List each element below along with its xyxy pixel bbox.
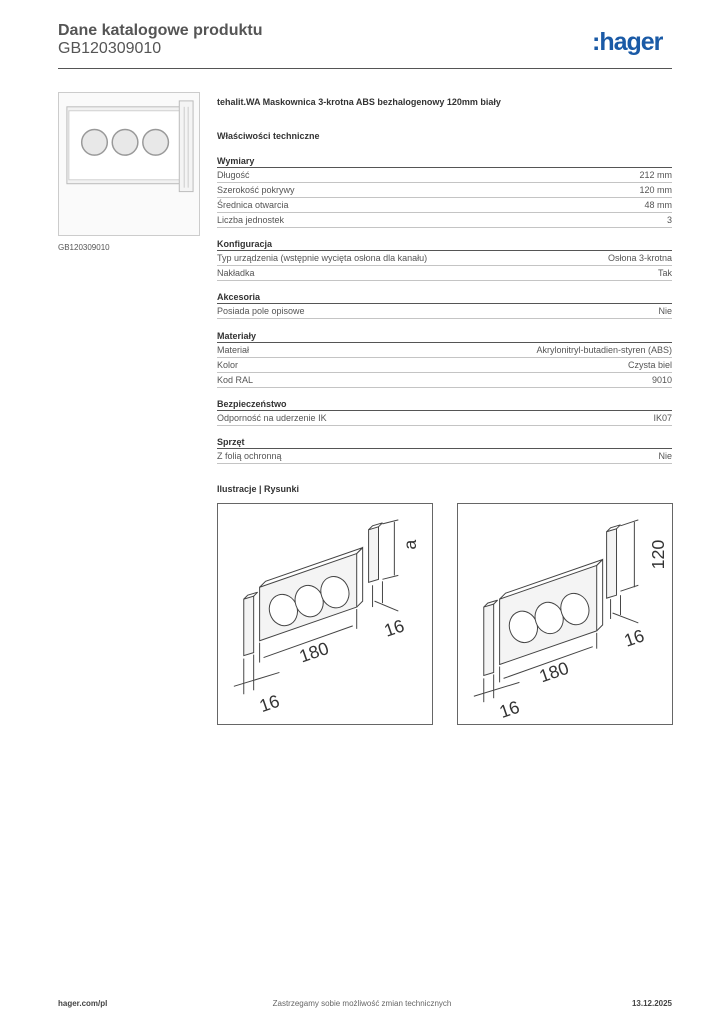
group-title: Akcesoria (217, 290, 672, 304)
property-label: Materiał (217, 345, 250, 355)
dimension-180-label: 180 (536, 657, 572, 687)
property-value: 9010 (651, 375, 672, 385)
property-value: Nie (658, 306, 672, 316)
product-name: tehalit.WA Maskownica 3-krotna ABS bezhalogenowy 120mm biały (217, 97, 501, 107)
property-label: Typ urządzenia (wstępnie wycięta osłona dla kanału) (217, 253, 428, 263)
property-label: Długość (217, 170, 250, 180)
property-label: Kod RAL (217, 375, 254, 385)
dimension-16-bottom-label: 16 (256, 690, 283, 717)
page-title: Dane katalogowe produktu (58, 22, 263, 39)
group-title: Wymiary (217, 154, 672, 168)
property-label: Odporność na uderzenie IK (217, 413, 327, 423)
footer-disclaimer: Zastrzegamy sobie możliwość zmian technicznych (272, 999, 452, 1008)
dimension-180-label: 180 (296, 637, 332, 667)
footer-website: hager.com/pl (58, 999, 108, 1008)
property-value: Nie (658, 451, 672, 461)
properties-heading: Właściwości techniczne (217, 131, 320, 141)
group-title: Bezpieczeństwo (217, 397, 672, 411)
dimension-16-right-label: 16 (621, 625, 647, 651)
property-row (217, 198, 672, 213)
dimension-16-right-label: 16 (381, 615, 407, 641)
logo-text: :hager (592, 28, 663, 56)
hager-logo (592, 24, 682, 60)
property-row (217, 266, 672, 281)
group-title: Konfiguracja (217, 237, 672, 251)
property-label: Kolor (217, 360, 239, 370)
property-label: Liczba jednostek (217, 215, 285, 225)
property-row (217, 358, 672, 373)
group-configuration (217, 237, 672, 281)
property-label: Z folią ochronną (217, 451, 282, 461)
group-materials (217, 329, 672, 388)
illustrations-heading: Ilustracje | Rysunki (217, 484, 300, 494)
property-row (217, 373, 672, 388)
header-divider (58, 68, 672, 69)
technical-drawing-1 (217, 503, 433, 725)
property-label: Posiada pole opisowe (217, 306, 305, 316)
dimension-a-label: a (400, 539, 421, 550)
group-title: Sprzęt (217, 435, 672, 449)
property-value: Osłona 3-krotna (607, 253, 672, 263)
property-value: 120 mm (639, 185, 672, 195)
property-row (217, 411, 672, 426)
property-label: Nakładka (217, 268, 255, 278)
product-thumbnail (58, 92, 200, 236)
group-safety (217, 397, 672, 426)
property-value: IK07 (653, 413, 672, 423)
dimension-16-bottom-label: 16 (496, 696, 523, 723)
property-row (217, 213, 672, 228)
property-row (217, 304, 672, 319)
property-row (217, 251, 672, 266)
group-hardware (217, 435, 672, 464)
footer-date: 13.12.2025 (631, 999, 672, 1008)
property-row (217, 168, 672, 183)
property-row (217, 449, 672, 464)
property-row (217, 343, 672, 358)
property-value: 3 (666, 215, 672, 225)
group-title: Materiały (217, 329, 672, 343)
property-label: Średnica otwarcia (217, 200, 289, 210)
property-value: Akrylonitryl-butadien-styren (ABS) (536, 345, 672, 355)
property-row (217, 183, 672, 198)
product-code: GB120309010 (58, 40, 162, 57)
technical-drawing-2 (457, 503, 673, 725)
dimension-120-label: 120 (648, 539, 669, 570)
property-label: Szerokość pokrywy (217, 185, 295, 195)
property-value: Czysta biel (627, 360, 672, 370)
group-accessories (217, 290, 672, 319)
group-dimensions (217, 154, 672, 228)
thumbnail-caption: GB120309010 (58, 243, 110, 252)
property-value: Tak (657, 268, 672, 278)
property-value: 212 mm (639, 170, 672, 180)
property-value: 48 mm (644, 200, 672, 210)
